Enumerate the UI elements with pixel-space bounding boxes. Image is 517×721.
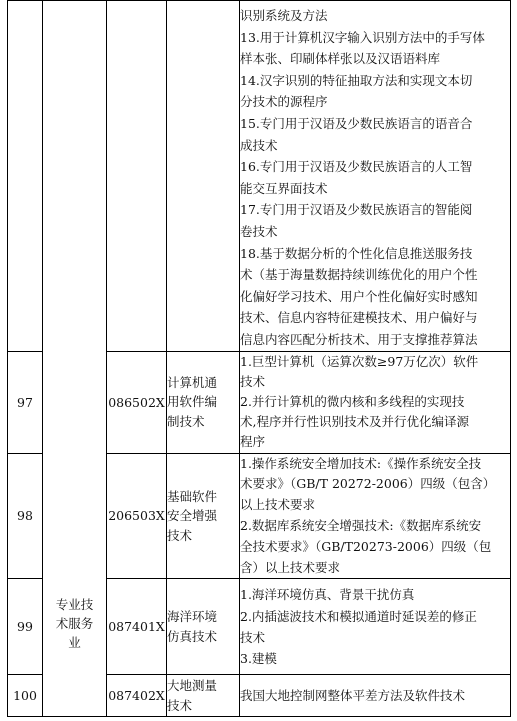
- row-number: 97: [8, 351, 43, 453]
- scope-line: 术要求》（GB/T 20272-2006）四级（包含）: [240, 476, 496, 492]
- scope-line: 样本张、印刷体样张以及汉语语料库: [240, 51, 441, 67]
- scope-line: 能交互界面技术: [240, 180, 328, 196]
- scope-line: 18.基于数据分析的个性化信息推送服务技: [240, 245, 473, 261]
- scope-line: 识别系统及方法: [240, 8, 328, 23]
- tech-code: 206503X: [107, 453, 167, 579]
- tech-name: 计算机通 用软件编 制技术: [167, 351, 240, 453]
- scope-line: 16.专门用于汉语及少数民族语言的人工智: [240, 159, 473, 175]
- scope-line: 17.专门用于汉语及少数民族语言的智能阅: [240, 202, 473, 218]
- tech-name: 基础软件 安全增强 技术: [167, 453, 240, 579]
- tech-name: [167, 1, 240, 352]
- scope-line: 含）以上技术要求: [240, 559, 341, 575]
- row-number: 100: [8, 675, 43, 717]
- scope-line: 13.用于计算机汉字输入识别方法中的手写体: [240, 29, 485, 45]
- scope-line: 技术: [240, 373, 266, 389]
- scope-line: 化偏好学习技术、用户个性化偏好实时感知: [240, 288, 478, 304]
- category-cell: [43, 1, 107, 717]
- scope-line: 分技术的源程序: [240, 94, 328, 110]
- scope-line: 全技术要求》（GB/T20273-2006）四级（包: [240, 538, 492, 554]
- category-label-line: 业: [68, 635, 81, 651]
- table-row: [8, 1, 511, 352]
- scope-line: 程序: [240, 434, 266, 450]
- scope-line: 15.专门用于汉语及少数民族语言的语音合: [240, 115, 473, 131]
- row-number: 99: [8, 579, 43, 675]
- control-scope: [240, 1, 511, 352]
- scope-line: 1.巨型计算机（运算次数≥97万亿次）软件: [240, 353, 479, 369]
- row-number: 98: [8, 453, 43, 579]
- scope-line: 术（基于海量数据持续训练优化的用户个性: [240, 267, 478, 283]
- scope-line: 1.操作系统安全增加技术:《操作系统安全技: [240, 455, 482, 471]
- control-scope: [240, 579, 511, 675]
- control-scope: [240, 675, 511, 717]
- control-scope: [240, 453, 511, 579]
- tech-code: 087401X: [107, 579, 167, 675]
- row-number: [8, 1, 43, 352]
- tech-catalog-table: [7, 0, 511, 717]
- scope-line: 技术、信息内容特征建模技术、用户偏好与: [240, 310, 478, 326]
- scope-line: 技术: [240, 629, 266, 645]
- control-scope: [240, 351, 511, 453]
- scope-line: 3.建模: [240, 651, 277, 666]
- scope-line: 卷技术: [240, 223, 278, 239]
- tech-name: 大地测量 技术: [167, 675, 240, 717]
- scope-line: 2.数据库系统安全增强技术:《数据库系统安: [240, 517, 482, 533]
- scope-line: 成技术: [240, 137, 278, 153]
- scope-line: 以上技术要求: [240, 497, 316, 513]
- tech-code: 087402X: [107, 675, 167, 717]
- tech-code: [107, 1, 167, 352]
- tech-code: 086502X: [107, 351, 167, 453]
- category-label-line: 专业技: [55, 597, 94, 613]
- tech-name: 海洋环境 仿真技术: [167, 579, 240, 675]
- scope-line: 信息内容匹配分析技术、用于支撑推荐算法: [240, 331, 478, 347]
- scope-line: 我国大地控制网整体平差方法及软件技术: [240, 687, 466, 703]
- scope-line: 1.海洋环境仿真、背景干扰仿真: [240, 587, 415, 603]
- scope-line: 2.内插滤波技术和模拟通道时延误差的修正: [240, 608, 477, 624]
- scope-line: 术,程序并行性识别技术及并行优化编译源: [240, 414, 469, 430]
- scope-line: 14.汉字识别的特征抽取方法和实现文本切: [240, 72, 473, 88]
- scope-line: 2.并行计算机的微内核和多线程的实现技: [240, 393, 465, 409]
- category-label-line: 术服务: [55, 616, 94, 632]
